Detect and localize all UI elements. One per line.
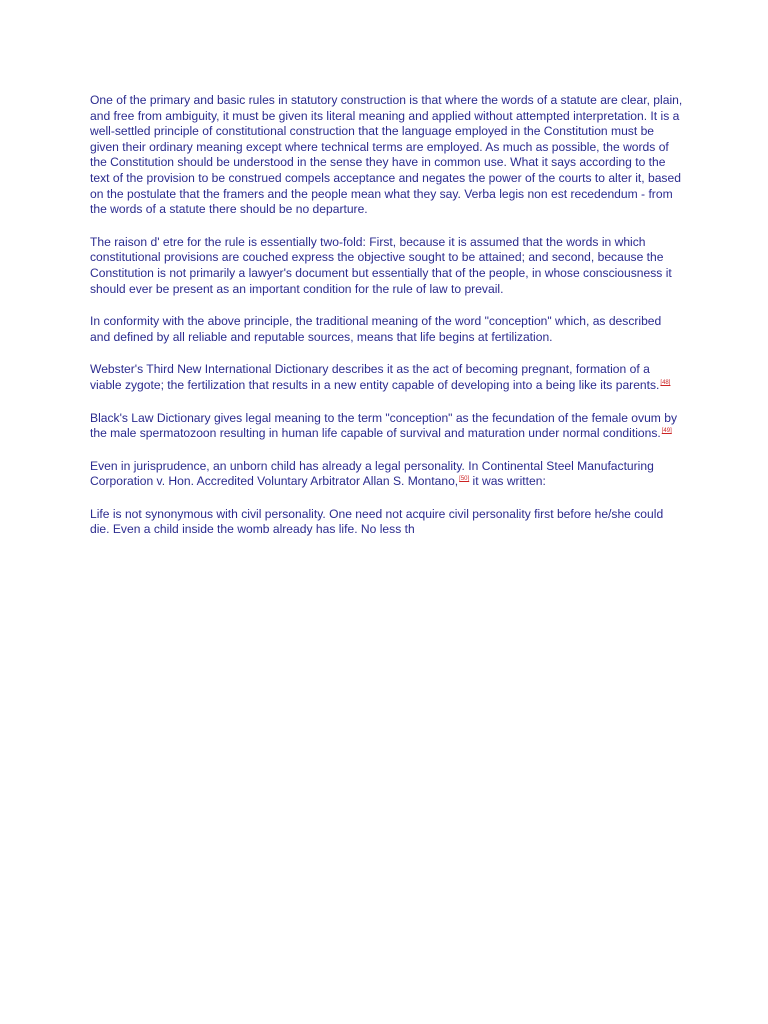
footnote-link[interactable]: [49]	[661, 428, 672, 435]
footnote-link[interactable]: [48]	[660, 379, 671, 386]
paragraph-text: Webster's Third New International Dictionary describes it as the act of becoming pregnant, formation of a viable zygote; the fertilization that results in a new entity capable of developing into a being like its parents.	[90, 362, 660, 392]
paragraph-statutory-construction	[90, 93, 684, 218]
paragraph-civil-personality	[90, 507, 684, 538]
paragraph-text: Even in jurisprudence, an unborn child has already a legal personality. In Continental Steel Manufacturing Corporation v. Hon. Accredited Voluntary Arbitrator Allan S. Montano,	[90, 458, 654, 489]
paragraph-raison-detre	[90, 235, 684, 297]
paragraph-text: The raison d' etre for the rule is essentially two-fold: First, because it is assumed that the words in which constitutional provisions are couched express the objective sought to be attained; and second, because the Constitution is not primarily a lawyer's document but essentially that of the people, in whose consciousness it should ever be present as an important condition for the rule of law to prevail.	[90, 234, 672, 296]
paragraph-text-continued: it was written:	[469, 474, 546, 489]
paragraph-text: Life is not synonymous with civil personality. One need not acquire civil personality first before he/she could die. Even a child inside the womb already has life. No less th	[90, 506, 664, 537]
paragraph-text: One of the primary and basic rules in statutory construction is that where the words of a statute are clear, plain, and free from ambiguity, it must be given its literal meaning and applied without attempted interpretation. It is a well-settled principle of constitutional construction that the language employed in the Constitution must be given their ordinary meaning except where technical terms are employed. As much as possible, the words of the Constitution should be understood in the sense they have in common use. What it says according to the text of the provision to be construed compels acceptance and negates the power of the courts to alter it, based on the postulate that the framers and the people mean what they say. Verba legis non est recedendum - from the words of a statute there should be no departure.	[90, 93, 683, 217]
document-page	[90, 93, 684, 555]
paragraph-blacks-law	[90, 411, 684, 442]
paragraph-text: In conformity with the above principle, the traditional meaning of the word "conception" which, as described and defined by all reliable and reputable sources, means that life begins at fertilization.	[90, 314, 662, 344]
paragraph-conformity	[90, 314, 684, 345]
paragraph-text: Black's Law Dictionary gives legal meaning to the term "conception" as the fecundation of the female ovum by the male spermatozoon resulting in human life capable of survival and maturation under normal conditions.	[90, 410, 678, 441]
paragraph-websters	[90, 362, 684, 393]
paragraph-jurisprudence	[90, 459, 684, 490]
footnote-link[interactable]: [50]	[459, 476, 470, 483]
